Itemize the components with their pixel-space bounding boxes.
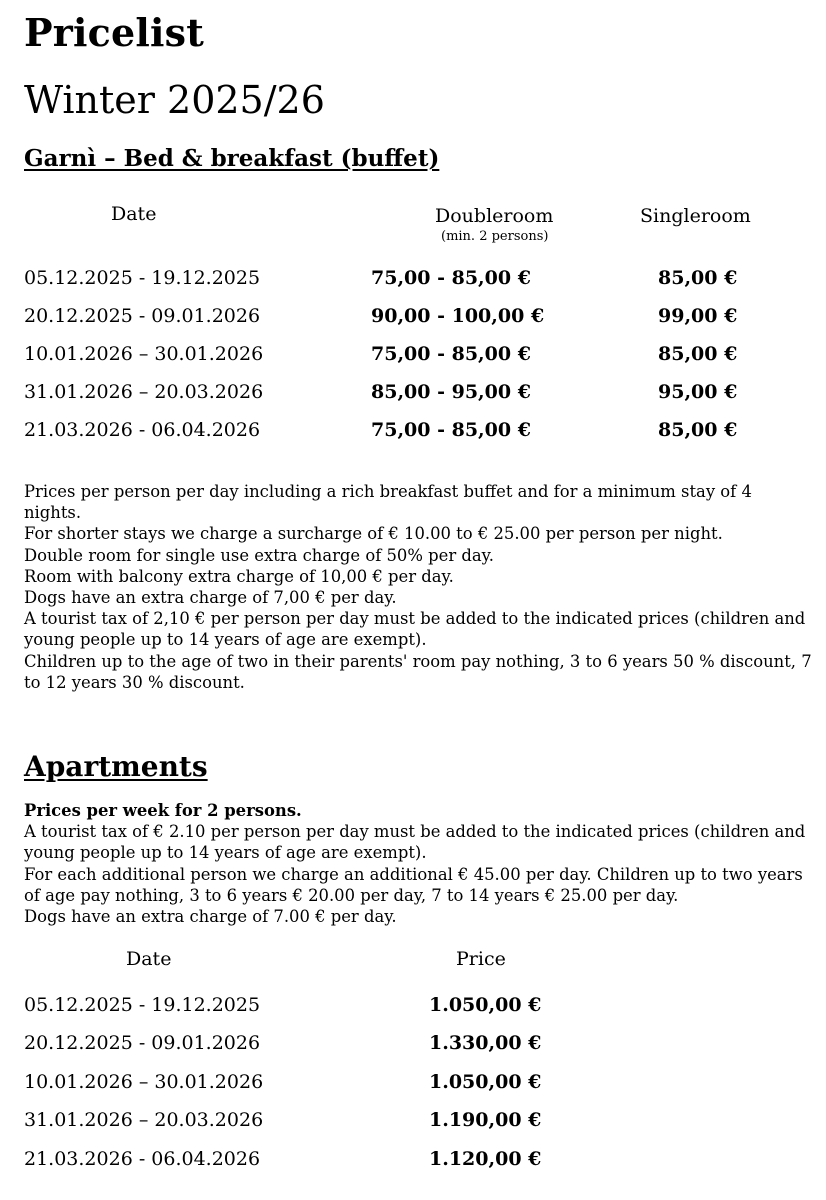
- apartments-price-row: [24, 1032, 784, 1060]
- pricelist-page: [24, 0, 814, 1200]
- apartments-row-price: 1.050,00 €: [429, 994, 542, 1016]
- garni-note: A tourist tax of 2,10 € per person per day must be added to the indicated prices (children and young people up to 14 years of age are exempt).: [24, 609, 806, 650]
- garni-row-doubleroom-price: 75,00 - 85,00 €: [371, 267, 531, 289]
- apartments-row-date: 21.03.2026 - 06.04.2026: [24, 1148, 261, 1170]
- apartments-note: Dogs have an extra charge of 7.00 € per day.: [24, 907, 397, 927]
- garni-row-doubleroom-price: 75,00 - 85,00 €: [371, 343, 531, 365]
- garni-row-date: 31.01.2026 – 20.03.2026: [24, 381, 264, 403]
- apartments-row-price: 1.120,00 €: [429, 1148, 542, 1170]
- page-title: Pricelist: [24, 10, 204, 55]
- apartments-date-column-header: Date: [126, 948, 172, 970]
- garni-row-singleroom-price: 99,00 €: [658, 305, 738, 327]
- garni-row-doubleroom-price: 90,00 - 100,00 €: [371, 305, 545, 327]
- apartments-row-date: 05.12.2025 - 19.12.2025: [24, 994, 261, 1016]
- garni-price-row: [24, 305, 784, 333]
- apartments-price-row: [24, 1148, 784, 1176]
- apartments-row-date: 31.01.2026 – 20.03.2026: [24, 1109, 264, 1131]
- garni-note: Dogs have an extra charge of 7,00 € per day.: [24, 588, 397, 608]
- garni-row-singleroom-price: 85,00 €: [658, 419, 738, 441]
- garni-row-doubleroom-price: 85,00 - 95,00 €: [371, 381, 531, 403]
- apartments-intro: Prices per week for 2 persons.: [24, 801, 302, 820]
- apartments-row-date: 20.12.2025 - 09.01.2026: [24, 1032, 261, 1054]
- garni-row-date: 10.01.2026 – 30.01.2026: [24, 343, 264, 365]
- apartments-row-price: 1.190,00 €: [429, 1109, 542, 1131]
- garni-price-row: [24, 381, 784, 409]
- garni-row-singleroom-price: 85,00 €: [658, 267, 738, 289]
- garni-price-row: [24, 267, 784, 295]
- garni-row-singleroom-price: 85,00 €: [658, 343, 738, 365]
- garni-section-heading: Garnì – Bed & breakfast (buffet): [24, 145, 440, 172]
- garni-note: Prices per person per day including a rich breakfast buffet and for a minimum stay of 4 nights.: [24, 482, 752, 523]
- garni-price-row: [24, 419, 784, 447]
- garni-doubleroom-min-persons-note: (min. 2 persons): [441, 229, 549, 244]
- apartments-note: For each additional person we charge an additional € 45.00 per day. Children up to two years of age pay nothing, 3 to 6 years € 20.00 per day, 7 to 14 years € 25.00 per day.: [24, 864, 803, 905]
- garni-doubleroom-column-header: Doubleroom: [435, 205, 554, 227]
- garni-note: Children up to the age of two in their parents' room pay nothing, 3 to 6 years 50 % discount, 7 to 12 years 30 % discount.: [24, 651, 812, 692]
- garni-singleroom-column-header: Singleroom: [640, 205, 751, 227]
- garni-row-date: 05.12.2025 - 19.12.2025: [24, 267, 261, 289]
- garni-row-doubleroom-price: 75,00 - 85,00 €: [371, 419, 531, 441]
- apartments-section-heading: Apartments: [24, 750, 208, 783]
- apartments-price-row: [24, 994, 784, 1022]
- garni-conditions-notes: [24, 481, 814, 693]
- apartments-row-price: 1.050,00 €: [429, 1071, 542, 1093]
- garni-note: Room with balcony extra charge of 10,00 € per day.: [24, 566, 454, 586]
- apartments-conditions-notes: [24, 800, 814, 927]
- apartments-price-column-header: Price: [456, 948, 506, 970]
- apartments-row-price: 1.330,00 €: [429, 1032, 542, 1054]
- season-subtitle: Winter 2025/26: [24, 78, 325, 122]
- garni-note: Double room for single use extra charge of 50% per day.: [24, 545, 494, 565]
- garni-note: For shorter stays we charge a surcharge of € 10.00 to € 25.00 per person per night.: [24, 524, 723, 544]
- apartments-price-row: [24, 1071, 784, 1099]
- garni-row-singleroom-price: 95,00 €: [658, 381, 738, 403]
- apartments-note: A tourist tax of € 2.10 per person per day must be added to the indicated prices (children and young people up to 14 years of age are exempt).: [24, 822, 806, 863]
- garni-row-date: 20.12.2025 - 09.01.2026: [24, 305, 261, 327]
- garni-row-date: 21.03.2026 - 06.04.2026: [24, 419, 261, 441]
- garni-price-row: [24, 343, 784, 371]
- apartments-price-row: [24, 1109, 784, 1137]
- apartments-row-date: 10.01.2026 – 30.01.2026: [24, 1071, 264, 1093]
- garni-date-column-header: Date: [111, 203, 157, 225]
